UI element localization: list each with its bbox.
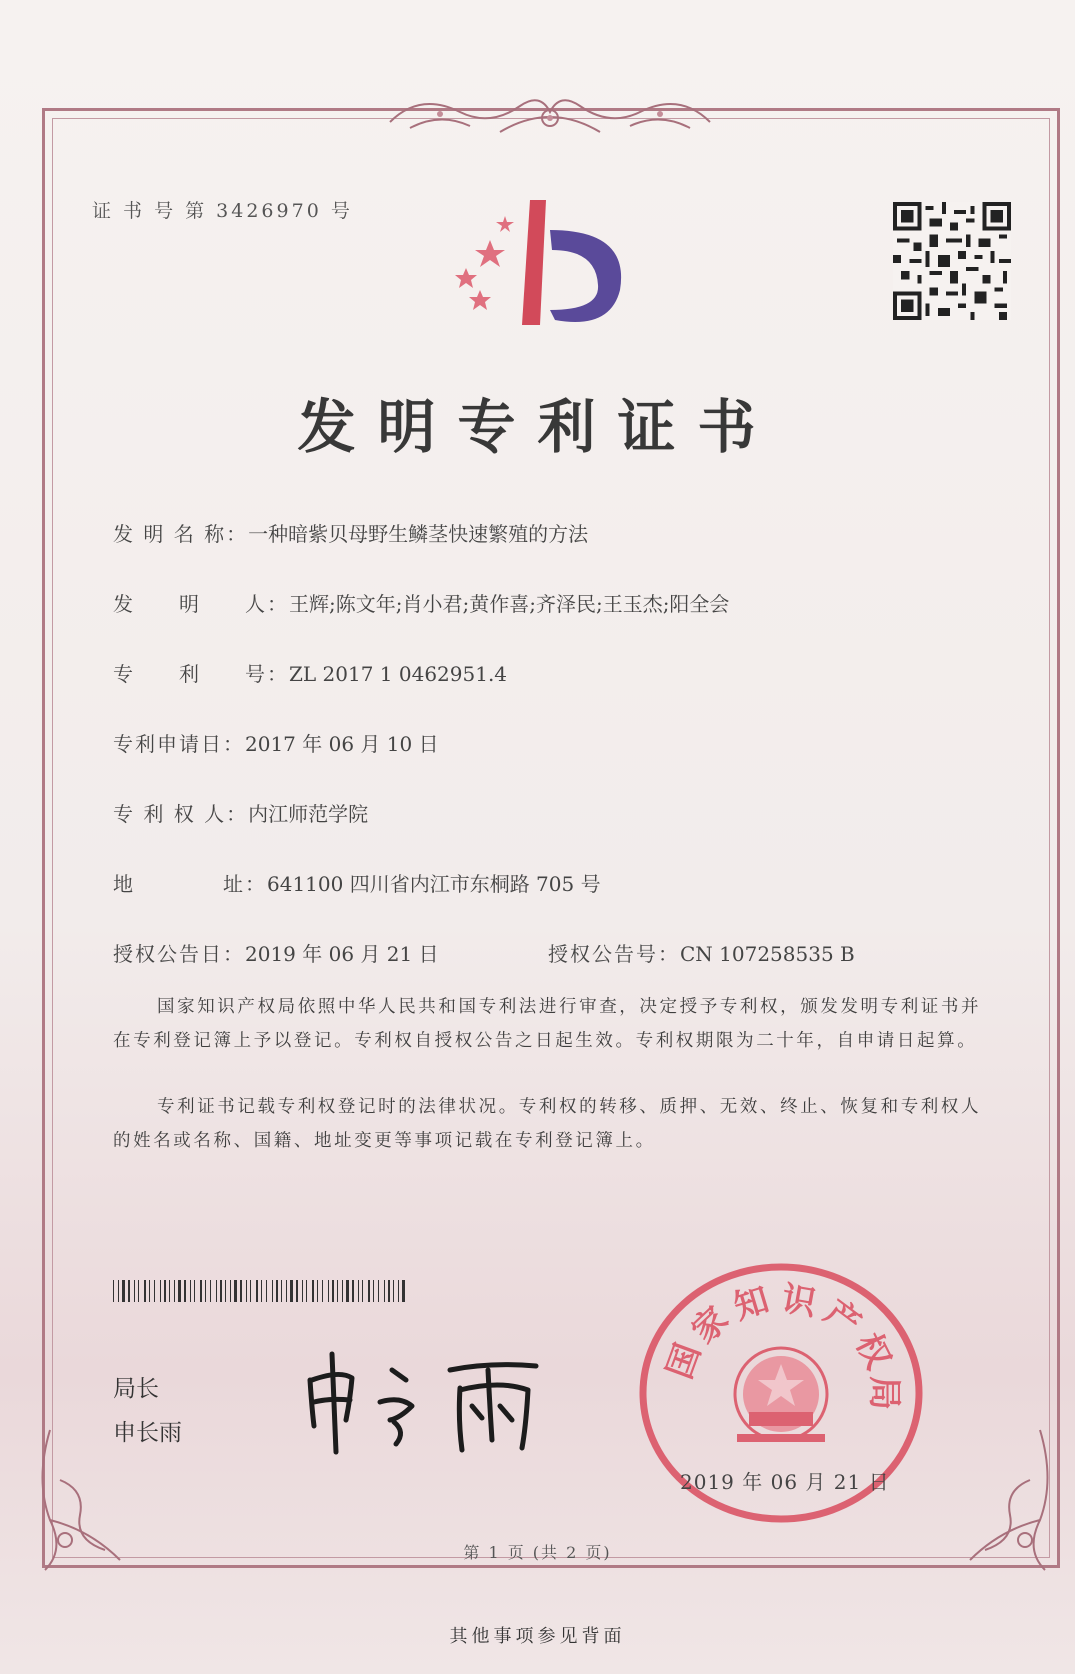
barcode-bar	[393, 1280, 394, 1302]
barcode-bar	[317, 1280, 318, 1302]
grant-number-row	[548, 938, 855, 967]
barcode-bar	[261, 1280, 262, 1302]
barcode-bar	[169, 1280, 170, 1302]
barcode-bar	[230, 1280, 231, 1302]
seal-character: 知	[729, 1279, 774, 1328]
patentee-value: 内江师范学院	[248, 802, 369, 826]
barcode-bar	[184, 1280, 186, 1302]
barcode-bar	[138, 1280, 139, 1302]
barcode-bar	[174, 1280, 175, 1302]
barcode-bar	[118, 1280, 119, 1302]
page-number: 第 1 页 (共 2 页)	[463, 1543, 612, 1562]
seal-date: 2019 年 06 月 21 日	[680, 1470, 890, 1494]
seal-character: 识	[778, 1278, 820, 1325]
grant-date-row	[113, 938, 439, 967]
grant-date-label: 授权公告日：	[113, 942, 245, 966]
barcode-bar	[373, 1280, 374, 1302]
barcode-bar	[362, 1280, 363, 1302]
inventors-label: 发 明 人：	[113, 592, 289, 616]
invention-name-label: 发 明 名 称：	[113, 522, 249, 546]
barcode-bar	[286, 1280, 287, 1302]
barcode-bar	[194, 1280, 195, 1302]
barcode-bar	[144, 1280, 146, 1302]
barcode-bar	[322, 1280, 323, 1302]
barcode-bar	[337, 1280, 338, 1302]
barcode-bar	[368, 1280, 370, 1302]
grant-date-value: 2019 年 06 月 21 日	[245, 942, 439, 966]
barcode-bar	[134, 1280, 135, 1302]
barcode-bar	[210, 1280, 211, 1302]
invention-name-value: 一种暗紫贝母野生鳞茎快速繁殖的方法	[248, 522, 589, 546]
barcode-bar	[312, 1280, 314, 1302]
barcode-bar	[200, 1280, 202, 1302]
grant-number-value: CN 107258535 B	[680, 942, 855, 966]
barcode-bar	[342, 1280, 343, 1302]
barcode-bar	[281, 1280, 282, 1302]
barcode-bar	[256, 1280, 258, 1302]
barcode-bar	[220, 1280, 222, 1302]
inventors-row	[113, 588, 729, 617]
barcode-bar	[328, 1280, 329, 1302]
barcode	[113, 1280, 405, 1302]
barcode-bar	[178, 1280, 181, 1302]
barcode-bar	[266, 1280, 267, 1302]
paragraph-grant-statement: 国家知识产权局依照中华人民共和国专利法进行审查，决定授予专利权，颁发发明专利证书并在专利登记簿上予以登记。专利权自授权公告之日起生效。专利权期限为二十年，自申请日起算。	[113, 997, 982, 1051]
patent-number-value: ZL 2017 1 0462951.4	[289, 662, 508, 686]
grant-number-label: 授权公告号：	[548, 942, 680, 966]
barcode-bar	[290, 1280, 293, 1302]
footer-note: 其他事项参见背面	[449, 1626, 626, 1647]
director-name: 申长雨	[113, 1420, 182, 1446]
barcode-bar	[113, 1280, 114, 1302]
seal-character: 权	[847, 1327, 899, 1376]
director-signature	[300, 1340, 560, 1460]
barcode-bar	[352, 1280, 354, 1302]
barcode-bar	[154, 1280, 155, 1302]
barcode-bar	[225, 1280, 226, 1302]
top-ornament	[380, 82, 720, 146]
barcode-bar	[276, 1280, 278, 1302]
address-row	[113, 868, 601, 897]
paragraph-legal-status: 专利证书记载专利权登记时的法律状况。专利权的转移、质押、无效、终止、恢复和专利权人的姓名或名称、国籍、地址变更等事项记载在专利登记簿上。	[113, 1097, 982, 1151]
patent-number-label: 专 利 号：	[113, 662, 289, 686]
barcode-bar	[346, 1280, 349, 1302]
barcode-bar	[160, 1280, 161, 1302]
barcode-bar	[332, 1280, 334, 1302]
barcode-bar	[216, 1280, 217, 1302]
invention-name-row	[113, 518, 588, 547]
address-label: 地 址：	[113, 872, 267, 896]
barcode-bar	[358, 1280, 359, 1302]
barcode-bar	[302, 1280, 303, 1302]
qr-code	[893, 202, 1011, 320]
address-value: 641100 四川省内江市东桐路 705 号	[267, 872, 601, 896]
inventors-value: 王辉;陈文年;肖小君;黄作喜;齐泽民;王玉杰;阳全会	[289, 592, 730, 616]
barcode-bar	[190, 1280, 191, 1302]
barcode-bar	[250, 1280, 251, 1302]
filing-date-label: 专利申请日：	[113, 732, 245, 756]
certificate-number: 证 书 号 第 3426970 号	[92, 200, 353, 222]
barcode-bar	[246, 1280, 247, 1302]
barcode-bar	[306, 1280, 307, 1302]
barcode-bar	[398, 1280, 399, 1302]
barcode-bar	[402, 1280, 405, 1302]
barcode-bar	[149, 1280, 150, 1302]
barcode-bar	[234, 1280, 237, 1302]
barcode-bar	[164, 1280, 166, 1302]
filing-date-value: 2017 年 06 月 10 日	[245, 732, 439, 756]
patent-number-row	[113, 658, 507, 687]
barcode-bar	[388, 1280, 390, 1302]
barcode-bar	[240, 1280, 242, 1302]
seal-character: 家	[684, 1299, 737, 1352]
barcode-bar	[205, 1280, 206, 1302]
barcode-bar	[122, 1280, 125, 1302]
seal-character: 国	[659, 1338, 709, 1385]
barcode-bar	[384, 1280, 385, 1302]
filing-date-row	[113, 728, 439, 757]
barcode-bar	[296, 1280, 298, 1302]
barcode-bar	[378, 1280, 379, 1302]
patentee-row	[113, 798, 368, 827]
seal-character: 产	[816, 1292, 869, 1345]
certificate-title: 发明专利证书	[297, 393, 778, 461]
patent-office-emblem	[450, 190, 640, 340]
director-title: 局长	[113, 1376, 159, 1402]
patentee-label: 专 利 权 人：	[113, 802, 249, 826]
barcode-bar	[272, 1280, 273, 1302]
seal-character: 局	[864, 1376, 904, 1410]
barcode-bar	[128, 1280, 130, 1302]
